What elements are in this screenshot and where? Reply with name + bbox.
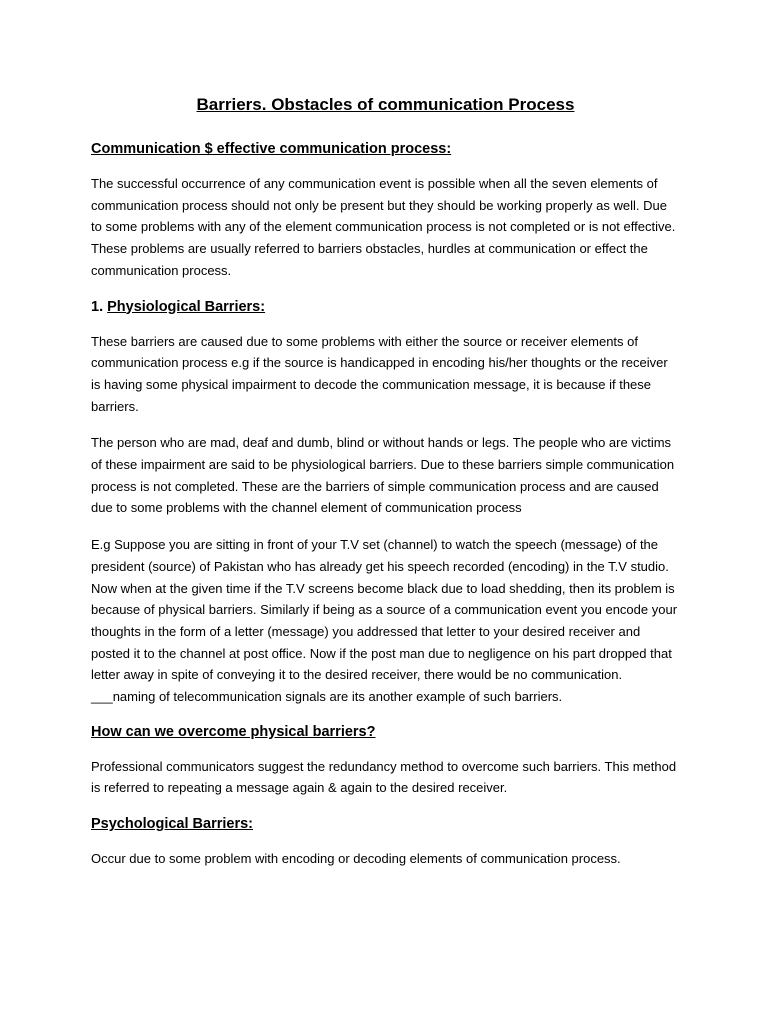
section-heading-communication: Communication $ effective communication process: — [91, 141, 452, 157]
physiological-paragraph-3: E.g Suppose you are sitting in front of your T.V set (channel) to watch the speech (message) of the president (source) of Pakistan who has already get his speech recorded (encoding) in the T.V studio. Now when at the given time if the T.V screens become black due to load shedding, then its problem is because of physical barriers. Similarly if being as a source of a communication event you encode your thoughts in the form of a letter (message) you addressed that letter to your desired receiver and posted it to the channel at post office. Now if the post man due to negligence on his part dropped that letter away in spite of conveying it to the desired receiver, there would be no communication. ___naming of telecommunication signals are its another example of such barriers. — [91, 537, 678, 705]
section-number: 1. — [91, 298, 104, 315]
section-heading-psychological: Psychological Barriers: — [91, 816, 253, 833]
document-title: Barriers. Obstacles of communication Process — [196, 95, 575, 114]
section-heading-physiological — [91, 297, 680, 317]
section-heading-label: Physiological Barriers: — [107, 298, 266, 315]
physiological-paragraph-1: These barriers are caused due to some problems with either the source or receiver elements of communication process e.g if the source is handicapped in encoding his/her thoughts or the receiver is having some physical impairment to decode the communication message, it is because if these barriers. — [91, 333, 668, 414]
psychological-paragraph: Occur due to some problem with encoding or decoding elements of communication process. — [91, 851, 621, 867]
section-heading-overcome: How can we overcome physical barriers? — [91, 723, 376, 740]
overcome-paragraph: Professional communicators suggest the redundancy method to overcome such barriers. This method is referred to repeating a message again & again to the desired receiver. — [91, 758, 677, 796]
physiological-paragraph-2: The person who are mad, deaf and dumb, blind or without hands or legs. The people who are victims of these impairment are said to be physiological barriers. Due to these barriers simple communication process is not completed. These are the barriers of simple communication process and are caused due to some problems with the channel element of communication process — [91, 435, 675, 516]
intro-paragraph: The successful occurrence of any communication event is possible when all the seven elements of communication process should not only be present but they should be working properly as well. Due to some problems with any of the element communication process is not completed or is not effective. These problems are usually referred to barriers obstacles, hurdles at communication or effect the communication process. — [91, 176, 676, 278]
